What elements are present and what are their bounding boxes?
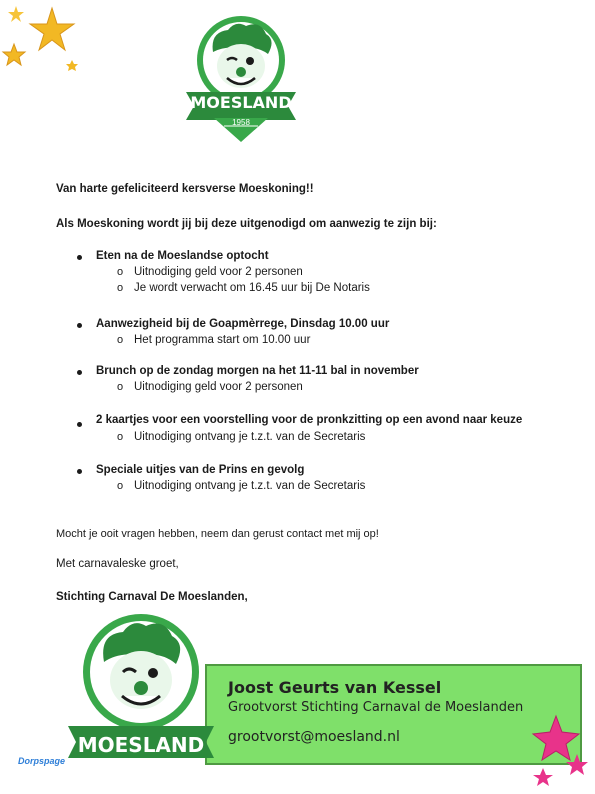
sub-bullet-icon: o — [117, 282, 124, 294]
star-icon — [8, 6, 24, 22]
watermark: Dorpspage — [18, 756, 66, 766]
star-icon — [30, 8, 74, 50]
list-item-title: 2 kaartjes voor een voorstelling voor de pronkzitting op een avond naar keuze — [96, 414, 523, 426]
star-icon — [533, 768, 553, 786]
sub-bullet-icon: o — [117, 480, 124, 492]
list-item-sub: Het programma start om 10.00 uur — [134, 334, 311, 346]
bullet-icon — [77, 469, 82, 474]
bullet-icon — [77, 422, 82, 427]
greeting: Van harte gefeliciteerd kersverse Moeskoning!! — [56, 183, 314, 195]
signature-title: Grootvorst Stichting Carnaval de Moeslanden — [228, 700, 524, 715]
logo-year: 1958 — [232, 118, 250, 127]
stars-decoration-top-left — [0, 0, 90, 80]
sub-bullet-icon: o — [117, 334, 124, 346]
star-icon — [3, 44, 25, 65]
star-icon — [533, 716, 579, 760]
bullet-icon — [77, 323, 82, 328]
list-item-sub: Uitnodiging ontvang je t.z.t. van de Secretaris — [134, 480, 366, 492]
closing-line: Met carnavaleske groet, — [56, 558, 179, 570]
signature-email: grootvorst@moesland.nl — [228, 729, 400, 745]
list-item-sub: Uitnodiging geld voor 2 personen — [134, 381, 303, 393]
star-icon — [66, 60, 78, 71]
bottom-logo-name: MOESLAND — [77, 733, 205, 757]
contact-line: Mocht je ooit vragen hebben, neem dan gerust contact met mij op! — [56, 528, 379, 540]
organization-line: Stichting Carnaval De Moeslanden, — [56, 591, 248, 603]
bullet-icon — [77, 370, 82, 375]
list-item-sub: Uitnodiging ontvang je t.z.t. van de Secretaris — [134, 431, 366, 443]
list-item-sub: Je wordt verwacht om 16.45 uur bij De Notaris — [134, 282, 370, 294]
sub-bullet-icon: o — [117, 266, 124, 278]
stars-decoration-bottom-right — [520, 712, 595, 794]
signature-name: Joost Geurts van Kessel — [228, 678, 442, 697]
list-item-title: Aanwezigheid bij de Goapmèrrege, Dinsdag 10.00 uur — [96, 318, 390, 330]
sub-bullet-icon: o — [117, 381, 124, 393]
list-item-title: Eten na de Moeslandse optocht — [96, 250, 269, 262]
bullet-icon — [77, 255, 82, 260]
sub-bullet-icon: o — [117, 431, 124, 443]
list-item-sub: Uitnodiging geld voor 2 personen — [134, 266, 303, 278]
list-item-title: Brunch op de zondag morgen na het 11-11 bal in november — [96, 365, 419, 377]
intro: Als Moeskoning wordt jij bij deze uitgenodigd om aanwezig te zijn bij: — [56, 218, 437, 230]
list-item-title: Speciale uitjes van de Prins en gevolg — [96, 464, 305, 476]
logo-name: MOESLAND — [190, 93, 292, 112]
